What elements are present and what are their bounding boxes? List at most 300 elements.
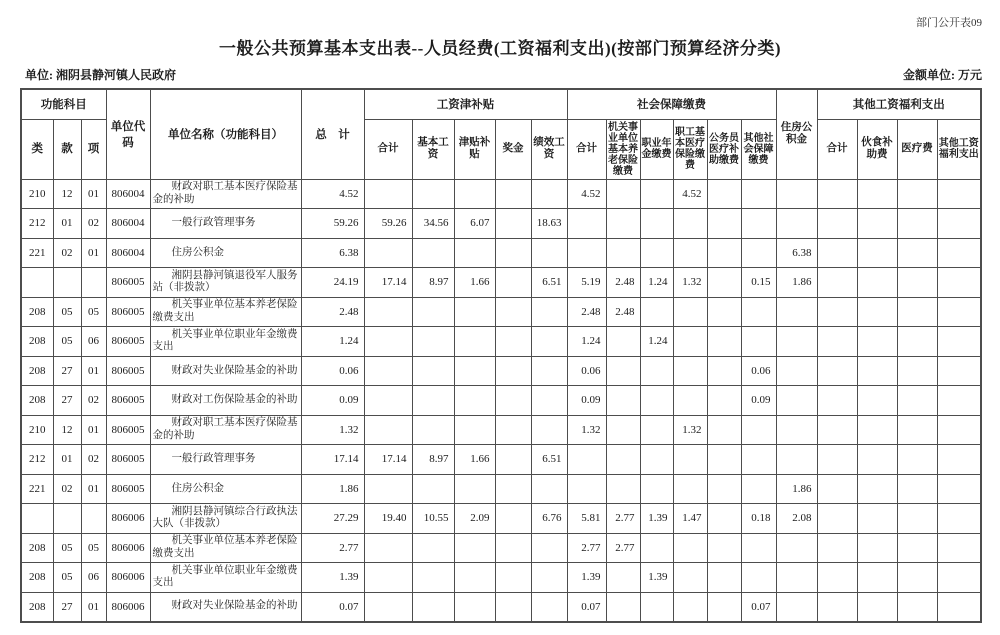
header-total: 总 计 <box>301 89 364 179</box>
value-cell <box>673 297 707 327</box>
value-cell: 1.24 <box>640 268 673 298</box>
table-header <box>21 89 981 179</box>
value-cell <box>897 533 937 563</box>
header-col-item: 项 <box>81 119 106 179</box>
header-other-social: 其他社会保障缴费 <box>741 119 776 179</box>
value-cell <box>364 238 412 268</box>
value-cell: 1.66 <box>454 268 495 298</box>
value-cell <box>817 356 857 386</box>
value-cell <box>857 268 897 298</box>
value-cell <box>937 504 981 534</box>
code-cell: 208 <box>21 592 53 622</box>
table-row <box>21 386 981 416</box>
value-cell <box>937 533 981 563</box>
value-cell <box>454 474 495 504</box>
code-cell: 02 <box>81 209 106 239</box>
unit-name-cell: 住房公积金 <box>150 238 301 268</box>
value-cell <box>531 592 567 622</box>
value-cell <box>606 563 640 593</box>
value-cell <box>673 533 707 563</box>
code-cell: 05 <box>53 533 81 563</box>
value-cell <box>640 386 673 416</box>
value-cell <box>495 327 531 357</box>
value-cell: 17.14 <box>301 445 364 475</box>
code-cell: 806005 <box>106 445 150 475</box>
unit-name-cell: 财政对职工基本医疗保险基金的补助 <box>150 179 301 209</box>
value-cell <box>937 386 981 416</box>
value-cell: 0.07 <box>301 592 364 622</box>
value-cell: 19.40 <box>364 504 412 534</box>
value-cell <box>776 445 817 475</box>
value-cell <box>640 415 673 445</box>
value-cell: 0.18 <box>741 504 776 534</box>
value-cell <box>495 563 531 593</box>
code-cell: 806006 <box>106 504 150 534</box>
value-cell: 1.86 <box>776 268 817 298</box>
code-cell: 05 <box>53 297 81 327</box>
value-cell <box>364 592 412 622</box>
value-cell <box>857 415 897 445</box>
value-cell: 2.48 <box>606 268 640 298</box>
value-cell: 2.77 <box>301 533 364 563</box>
value-cell: 34.56 <box>412 209 454 239</box>
value-cell <box>364 415 412 445</box>
code-cell: 806005 <box>106 327 150 357</box>
value-cell <box>640 179 673 209</box>
value-cell: 0.09 <box>567 386 606 416</box>
value-cell <box>531 386 567 416</box>
value-cell <box>817 474 857 504</box>
table-row <box>21 327 981 357</box>
value-cell: 10.55 <box>412 504 454 534</box>
code-cell: 12 <box>53 415 81 445</box>
value-cell <box>741 533 776 563</box>
header-social-group: 社会保障缴费 <box>567 89 776 119</box>
value-cell: 6.51 <box>531 445 567 475</box>
value-cell <box>897 592 937 622</box>
value-cell <box>741 445 776 475</box>
table-row <box>21 592 981 622</box>
value-cell <box>640 533 673 563</box>
value-cell <box>817 445 857 475</box>
value-cell <box>454 386 495 416</box>
value-cell: 1.39 <box>301 563 364 593</box>
value-cell <box>776 327 817 357</box>
header-other-subtotal: 合计 <box>817 119 857 179</box>
value-cell: 5.19 <box>567 268 606 298</box>
value-cell: 2.48 <box>301 297 364 327</box>
code-cell: 01 <box>81 356 106 386</box>
value-cell <box>606 238 640 268</box>
value-cell <box>817 209 857 239</box>
value-cell <box>454 563 495 593</box>
table-row <box>21 297 981 327</box>
value-cell <box>495 386 531 416</box>
value-cell <box>707 474 741 504</box>
value-cell <box>640 474 673 504</box>
code-cell <box>53 504 81 534</box>
value-cell <box>531 297 567 327</box>
value-cell <box>606 592 640 622</box>
value-cell: 59.26 <box>364 209 412 239</box>
value-cell <box>897 474 937 504</box>
header-medical-fee: 医疗费 <box>897 119 937 179</box>
unit-name-cell: 机关事业单位基本养老保险缴费支出 <box>150 297 301 327</box>
value-cell <box>857 592 897 622</box>
value-cell <box>531 356 567 386</box>
value-cell <box>897 415 937 445</box>
value-cell: 0.09 <box>301 386 364 416</box>
value-cell <box>707 592 741 622</box>
header-meal-allowance: 伙食补助费 <box>857 119 897 179</box>
unit-name-cell: 机关事业单位基本养老保险缴费支出 <box>150 533 301 563</box>
code-cell: 806006 <box>106 533 150 563</box>
value-cell <box>707 563 741 593</box>
value-cell: 2.77 <box>606 533 640 563</box>
code-cell: 806004 <box>106 209 150 239</box>
value-cell <box>707 179 741 209</box>
code-cell: 806005 <box>106 415 150 445</box>
header-other-welfare: 其他工资福利支出 <box>937 119 981 179</box>
value-cell <box>531 415 567 445</box>
table-row <box>21 179 981 209</box>
value-cell: 1.39 <box>567 563 606 593</box>
unit-name-cell: 机关事业单位职业年金缴费支出 <box>150 327 301 357</box>
value-cell <box>897 179 937 209</box>
value-cell <box>707 445 741 475</box>
value-cell <box>412 297 454 327</box>
value-cell: 27.29 <box>301 504 364 534</box>
header-medical-contrib: 职工基本医疗保险缴费 <box>673 119 707 179</box>
value-cell <box>776 386 817 416</box>
value-cell <box>937 209 981 239</box>
unit-name-cell: 机关事业单位职业年金缴费支出 <box>150 563 301 593</box>
value-cell <box>567 474 606 504</box>
value-cell: 6.38 <box>301 238 364 268</box>
value-cell <box>857 563 897 593</box>
value-cell: 4.52 <box>673 179 707 209</box>
value-cell: 4.52 <box>301 179 364 209</box>
code-cell: 221 <box>21 474 53 504</box>
value-cell <box>364 297 412 327</box>
value-cell <box>817 297 857 327</box>
value-cell <box>364 533 412 563</box>
header-other-group: 其他工资福利支出 <box>817 89 981 119</box>
value-cell <box>897 445 937 475</box>
value-cell <box>937 445 981 475</box>
value-cell <box>817 563 857 593</box>
value-cell <box>937 474 981 504</box>
code-cell: 212 <box>21 445 53 475</box>
unit-name-cell: 财政对工伤保险基金的补助 <box>150 386 301 416</box>
value-cell <box>640 445 673 475</box>
header-allowance: 津贴补贴 <box>454 119 495 179</box>
value-cell <box>897 327 937 357</box>
value-cell: 1.32 <box>301 415 364 445</box>
value-cell: 2.09 <box>454 504 495 534</box>
value-cell <box>897 386 937 416</box>
code-cell: 06 <box>81 327 106 357</box>
value-cell <box>707 356 741 386</box>
amount-unit-label: 金额单位: 万元 <box>903 68 982 82</box>
value-cell <box>776 356 817 386</box>
value-cell: 24.19 <box>301 268 364 298</box>
value-cell <box>741 209 776 239</box>
table-row <box>21 209 981 239</box>
value-cell <box>454 533 495 563</box>
value-cell <box>937 327 981 357</box>
value-cell <box>454 356 495 386</box>
code-cell: 210 <box>21 179 53 209</box>
value-cell <box>741 297 776 327</box>
header-salary-group: 工资津补贴 <box>364 89 567 119</box>
value-cell <box>817 386 857 416</box>
value-cell: 2.48 <box>606 297 640 327</box>
header-civil-servant-medical: 公务员医疗补助缴费 <box>707 119 741 179</box>
value-cell <box>495 504 531 534</box>
header-func-group: 功能科目 <box>21 89 106 119</box>
value-cell: 18.63 <box>531 209 567 239</box>
value-cell: 17.14 <box>364 445 412 475</box>
value-cell <box>412 327 454 357</box>
value-cell <box>606 179 640 209</box>
value-cell <box>495 474 531 504</box>
value-cell <box>454 297 495 327</box>
value-cell <box>673 445 707 475</box>
code-cell: 212 <box>21 209 53 239</box>
value-cell <box>364 179 412 209</box>
unit-name-cell: 湘阴县静河镇综合行政执法大队（非拨款） <box>150 504 301 534</box>
header-salary-subtotal: 合计 <box>364 119 412 179</box>
value-cell <box>817 179 857 209</box>
code-cell: 01 <box>81 474 106 504</box>
value-cell <box>857 327 897 357</box>
value-cell: 4.52 <box>567 179 606 209</box>
code-cell: 221 <box>21 238 53 268</box>
value-cell <box>606 445 640 475</box>
code-cell: 806004 <box>106 179 150 209</box>
code-cell: 806004 <box>106 238 150 268</box>
value-cell <box>707 209 741 239</box>
value-cell: 17.14 <box>364 268 412 298</box>
value-cell <box>495 297 531 327</box>
value-cell <box>567 238 606 268</box>
value-cell <box>606 327 640 357</box>
value-cell <box>897 209 937 239</box>
value-cell: 1.24 <box>567 327 606 357</box>
value-cell <box>364 327 412 357</box>
value-cell <box>937 592 981 622</box>
table-row <box>21 474 981 504</box>
code-cell: 208 <box>21 386 53 416</box>
value-cell <box>857 209 897 239</box>
value-cell <box>776 533 817 563</box>
value-cell <box>673 238 707 268</box>
value-cell <box>937 415 981 445</box>
unit-name-cell: 住房公积金 <box>150 474 301 504</box>
value-cell <box>673 474 707 504</box>
code-cell <box>21 268 53 298</box>
header-base-salary: 基本工资 <box>412 119 454 179</box>
value-cell: 2.77 <box>567 533 606 563</box>
value-cell <box>857 179 897 209</box>
value-cell <box>673 356 707 386</box>
value-cell <box>707 533 741 563</box>
value-cell <box>454 592 495 622</box>
header-unit-code: 单位代码 <box>106 89 150 179</box>
code-cell: 02 <box>53 474 81 504</box>
value-cell <box>707 297 741 327</box>
value-cell <box>776 415 817 445</box>
value-cell <box>707 415 741 445</box>
value-cell <box>673 592 707 622</box>
table-row <box>21 238 981 268</box>
value-cell <box>741 327 776 357</box>
value-cell: 2.48 <box>567 297 606 327</box>
value-cell <box>531 533 567 563</box>
value-cell <box>495 238 531 268</box>
code-cell: 806005 <box>106 268 150 298</box>
value-cell <box>707 268 741 298</box>
table-body <box>21 179 981 622</box>
unit-label: 单位: 湘阴县静河镇人民政府 <box>25 68 176 82</box>
header-col-class: 类 <box>21 119 53 179</box>
value-cell <box>640 209 673 239</box>
value-cell <box>412 474 454 504</box>
code-cell: 806006 <box>106 563 150 593</box>
value-cell <box>857 504 897 534</box>
value-cell <box>673 563 707 593</box>
value-cell <box>567 445 606 475</box>
value-cell <box>364 386 412 416</box>
code-cell: 05 <box>81 297 106 327</box>
code-cell <box>53 268 81 298</box>
code-cell: 27 <box>53 592 81 622</box>
value-cell <box>776 179 817 209</box>
value-cell <box>776 297 817 327</box>
code-cell: 01 <box>81 179 106 209</box>
value-cell <box>412 386 454 416</box>
value-cell <box>857 356 897 386</box>
value-cell <box>707 386 741 416</box>
value-cell <box>741 415 776 445</box>
value-cell <box>937 297 981 327</box>
value-cell: 0.06 <box>567 356 606 386</box>
value-cell: 5.81 <box>567 504 606 534</box>
value-cell <box>897 504 937 534</box>
value-cell <box>495 592 531 622</box>
value-cell <box>640 356 673 386</box>
value-cell <box>937 268 981 298</box>
value-cell: 1.39 <box>640 504 673 534</box>
table-row <box>21 533 981 563</box>
page-title: 一般公共预算基本支出表--人员经费(工资福利支出)(按部门预算经济分类) <box>219 39 781 58</box>
unit-name-cell: 一般行政管理事务 <box>150 209 301 239</box>
value-cell: 8.97 <box>412 445 454 475</box>
value-cell <box>495 209 531 239</box>
value-cell <box>531 179 567 209</box>
code-cell: 02 <box>81 445 106 475</box>
value-cell <box>495 356 531 386</box>
value-cell <box>640 238 673 268</box>
code-cell: 27 <box>53 386 81 416</box>
value-cell <box>741 238 776 268</box>
unit-name-cell: 财政对职工基本医疗保险基金的补助 <box>150 415 301 445</box>
value-cell: 0.06 <box>301 356 364 386</box>
budget-table <box>20 88 982 623</box>
value-cell <box>857 386 897 416</box>
value-cell: 6.07 <box>454 209 495 239</box>
value-cell <box>495 415 531 445</box>
value-cell <box>364 563 412 593</box>
code-cell: 208 <box>21 563 53 593</box>
value-cell <box>454 415 495 445</box>
value-cell <box>454 179 495 209</box>
value-cell <box>531 563 567 593</box>
value-cell <box>937 179 981 209</box>
code-cell: 05 <box>81 533 106 563</box>
table-row <box>21 415 981 445</box>
code-cell: 208 <box>21 533 53 563</box>
code-cell: 02 <box>53 238 81 268</box>
value-cell <box>741 474 776 504</box>
unit-name-cell: 一般行政管理事务 <box>150 445 301 475</box>
value-cell <box>412 415 454 445</box>
value-cell <box>857 445 897 475</box>
code-cell: 05 <box>53 563 81 593</box>
value-cell <box>454 327 495 357</box>
value-cell <box>817 533 857 563</box>
table-row <box>21 445 981 475</box>
value-cell: 0.15 <box>741 268 776 298</box>
value-cell <box>817 327 857 357</box>
value-cell <box>495 268 531 298</box>
code-cell: 806005 <box>106 474 150 504</box>
code-cell: 01 <box>81 592 106 622</box>
value-cell <box>857 297 897 327</box>
code-cell: 208 <box>21 327 53 357</box>
code-cell: 01 <box>81 238 106 268</box>
value-cell <box>857 238 897 268</box>
value-cell <box>412 179 454 209</box>
code-cell: 05 <box>53 327 81 357</box>
value-cell: 1.32 <box>673 415 707 445</box>
value-cell <box>817 238 857 268</box>
header-annuity-contrib: 职业年金缴费 <box>640 119 673 179</box>
value-cell <box>776 209 817 239</box>
value-cell <box>897 268 937 298</box>
value-cell <box>412 238 454 268</box>
unit-name-cell: 财政对失业保险基金的补助 <box>150 592 301 622</box>
header-social-subtotal: 合计 <box>567 119 606 179</box>
value-cell <box>857 474 897 504</box>
value-cell: 1.32 <box>673 268 707 298</box>
code-cell: 27 <box>53 356 81 386</box>
value-cell: 0.07 <box>741 592 776 622</box>
code-cell: 806005 <box>106 297 150 327</box>
value-cell <box>364 474 412 504</box>
value-cell <box>531 238 567 268</box>
value-cell <box>412 563 454 593</box>
value-cell <box>673 386 707 416</box>
value-cell <box>817 504 857 534</box>
value-cell <box>364 356 412 386</box>
value-cell <box>412 592 454 622</box>
value-cell <box>412 356 454 386</box>
value-cell: 1.86 <box>776 474 817 504</box>
code-cell: 01 <box>53 209 81 239</box>
value-cell <box>741 179 776 209</box>
